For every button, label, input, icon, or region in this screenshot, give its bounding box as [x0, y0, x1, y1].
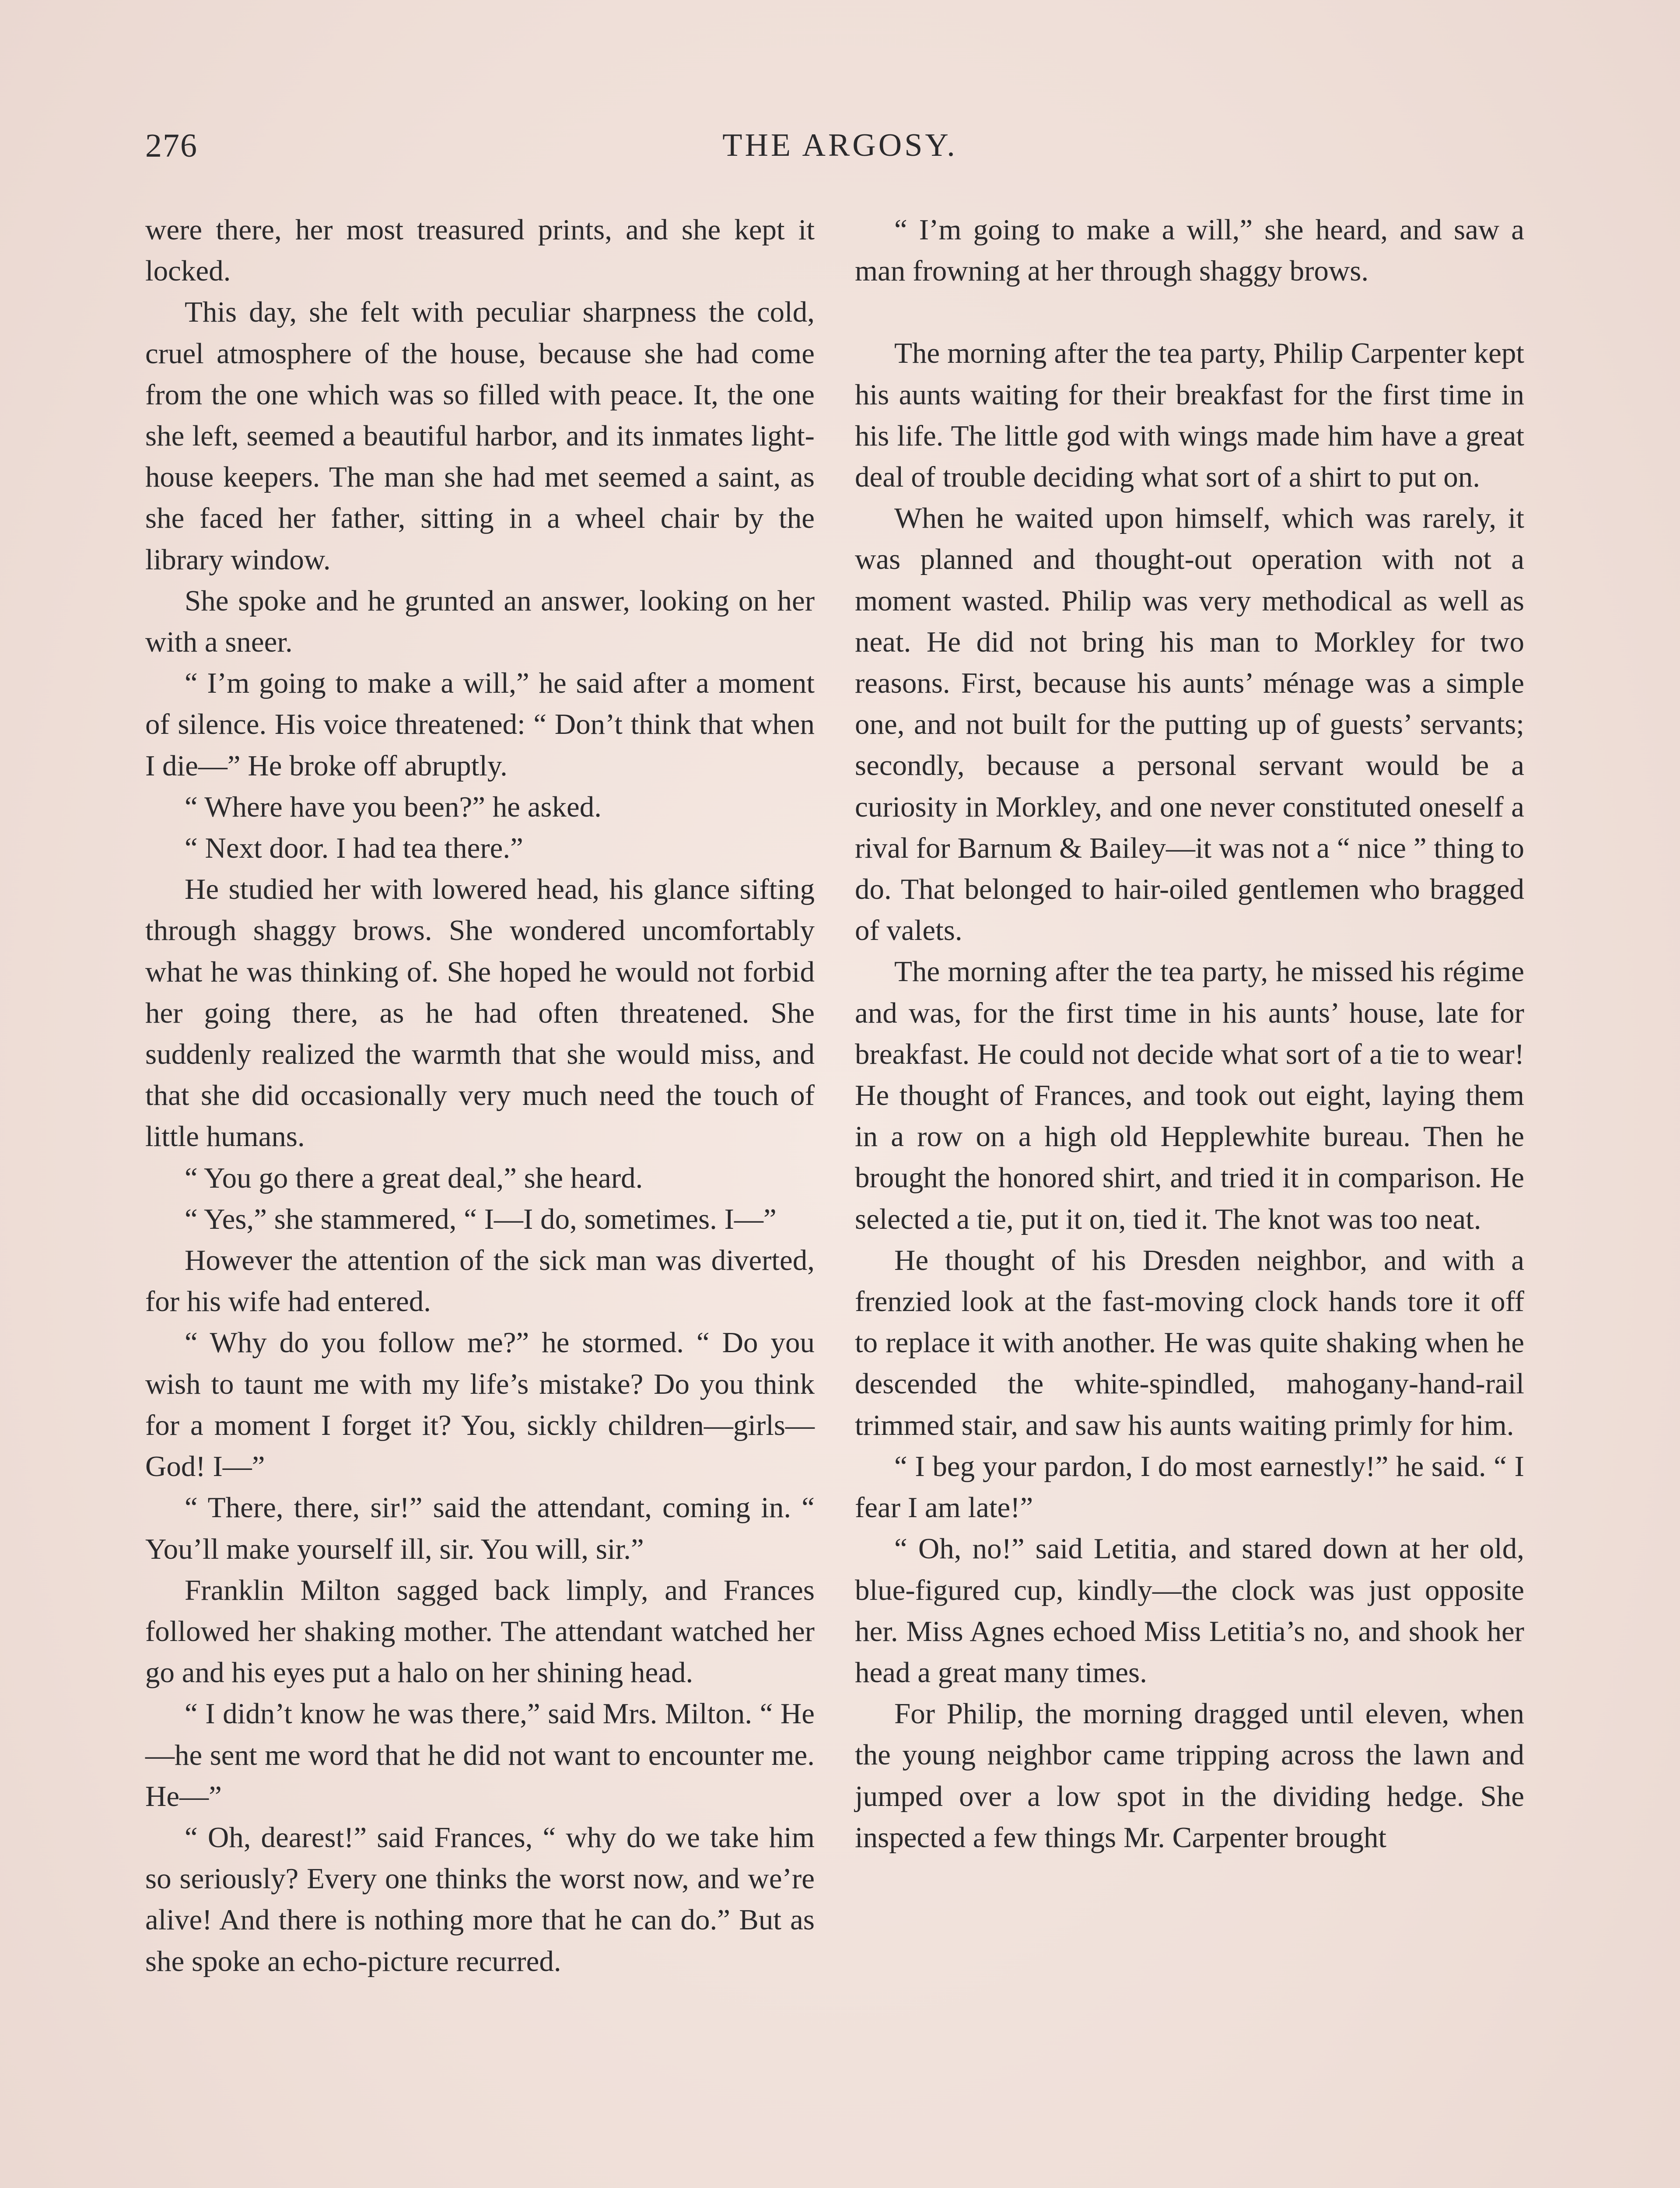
paragraph: were there, her most treasured prints, and she kept it locked. — [145, 214, 815, 288]
paragraph: The morning after the tea party, he missed his régime and was, for the first time in his aunts’ house, late for breakfast. He could not decide what sort of a tie to wear! He thought of Frances, and took out eight, laying them in a row on a high old Hepplewhite bureau. Then he brought the honored shirt, and tried it in comparison. He selected a tie, put it on, tied it. The knot was too neat. — [855, 955, 1524, 1235]
paragraph: “ I didn’t know he was there,” said Mrs. Milton. “ He—he sent me word that he did not want to encounter me. He—” — [145, 1697, 815, 1813]
paragraph: “ Oh, dearest!” said Frances, “ why do we take him so seriously? Every one thinks the worst now, and we’re alive! And there is nothing more that he can do.” But as she spoke an echo-picture recurred. — [145, 1821, 815, 1978]
paragraph: “ I beg your pardon, I do most earnestly!” he said. “ I fear I am late!” — [855, 1450, 1524, 1524]
right-column — [855, 209, 1524, 1858]
paragraph: He thought of his Dresden neighbor, and with a frenzied look at the fast-moving clock hands tore it off to replace it with another. He was quite shaking when he descended the white-spindled, mahogany-hand-rail trimmed stair, and saw his aunts waiting primly for him. — [855, 1244, 1524, 1441]
paragraph: When he waited upon himself, which was rarely, it was planned and thought-out operation with not a moment wasted. Philip was very methodical as well as neat. He did not bring his man to Morkley for two reasons. First, because his aunts’ ménage was a simple one, and not built for the putting up of guests’ servants; secondly, because a personal servant would be a curiosity in Morkley, and one never constituted oneself a rival for Barnum & Bailey—it was not a “ nice ” thing to do. That belonged to hair-oiled gentlemen who bragged of valets. — [855, 502, 1524, 947]
paragraph: “ There, there, sir!” said the attendant, coming in. “ You’ll make yourself ill, sir. You will, sir.” — [145, 1491, 815, 1565]
paragraph: “ I’m going to make a will,” he said after a moment of silence. His voice threatened: “ Don’t think that when I die—” He broke off abruptly. — [145, 667, 815, 782]
page-header — [145, 127, 1535, 175]
paragraph: Franklin Milton sagged back limply, and Frances followed her shaking mother. The attendant watched her go and his eyes put a halo on her shining head. — [145, 1574, 815, 1689]
paragraph: “ You go there a great deal,” she heard. — [185, 1161, 643, 1194]
left-column — [145, 209, 815, 1982]
paragraph: The morning after the tea party, Philip Carpenter kept his aunts waiting for their breakfast for the first time in his life. The little god with wings made him have a great deal of trouble deciding what sort of a shirt to put on. — [855, 337, 1524, 494]
paragraph: This day, she felt with peculiar sharpness the cold, cruel atmosphere of the house, because she had come from the one which was so filled with peace. It, the one she left, seemed a beautiful harbor, and its inmates light-house keepers. The man she had met seemed a saint, as she faced her father, sitting in a wheel chair by the library window. — [145, 296, 815, 576]
paragraph: “ Why do you follow me?” he stormed. “ Do you wish to taunt me with my life’s mistake? Do you think for a moment I forget it? You, sickly children—girls—God! I—” — [145, 1326, 815, 1483]
paragraph: He studied her with lowered head, his glance sifting through shaggy brows. She wondered uncomfortably what he was thinking of. She hoped he would not forbid her going there, as he had often threatened. She suddenly realized the warmth that she would miss, and that she did occasionally very much need the touch of little humans. — [145, 873, 815, 1153]
paragraph: She spoke and he grunted an answer, looking on her with a sneer. — [145, 584, 815, 659]
paragraph: “ Yes,” she stammered, “ I—I do, sometimes. I—” — [185, 1203, 777, 1235]
paragraph: “ Next door. I had tea there.” — [185, 832, 523, 865]
paragraph: “ I’m going to make a will,” she heard, and saw a man frowning at her through shaggy brows. — [855, 214, 1524, 288]
page-number: 276 — [145, 127, 198, 164]
paragraph: For Philip, the morning dragged until eleven, when the young neighbor came tripping across the lawn and jumped over a low spot in the dividing hedge. She inspected a few things Mr. Carpenter brought — [855, 1697, 1524, 1854]
paragraph: “ Where have you been?” he asked. — [185, 790, 602, 823]
running-title: THE ARGOSY. — [722, 127, 958, 163]
paragraph: “ Oh, no!” said Letitia, and stared down at her old, blue-figured cup, kindly—the clock was just opposite her. Miss Agnes echoed Miss Letitia’s no, and shook her head a great many times. — [855, 1532, 1524, 1689]
paragraph: However the attention of the sick man was diverted, for his wife had entered. — [145, 1244, 815, 1318]
